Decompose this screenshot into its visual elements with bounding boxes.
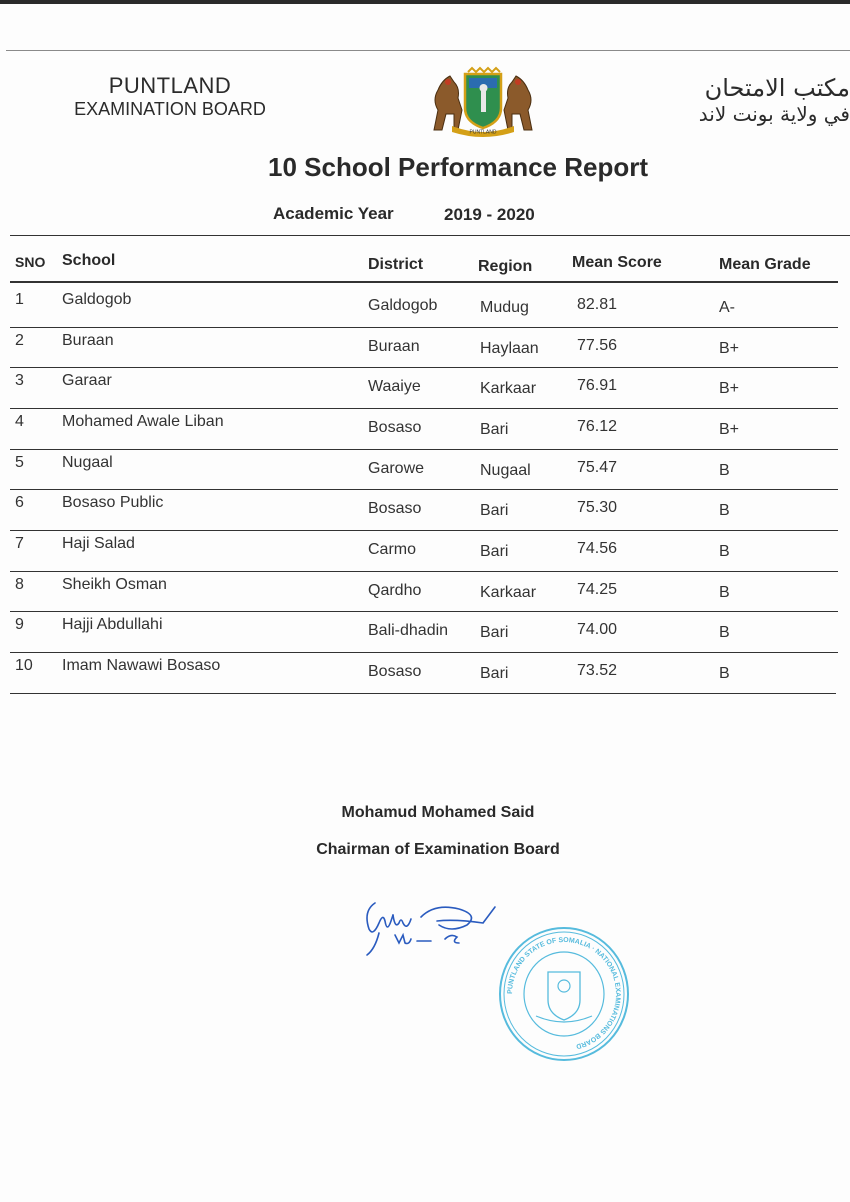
cell-sno: 8 [15,576,24,593]
cell-mean-grade: B [719,462,730,479]
cell-region: Bari [480,665,509,682]
cell-district: Garowe [368,460,425,477]
column-header-district: District [368,256,424,273]
column-header-mean-grade: Mean Grade [719,256,811,273]
signature-icon [355,893,505,963]
cell-sno: 9 [15,616,24,633]
table-row-rule [10,367,838,368]
cell-district: Carmo [368,541,417,558]
cell-mean-grade: B+ [719,421,740,438]
cell-region: Haylaan [480,340,539,357]
cell-school: Hajji Abdullahi [62,616,163,633]
column-header-school: School [62,252,116,269]
cell-school: Galdogob [62,291,132,308]
cell-region: Bari [480,624,509,641]
cell-region: Karkaar [480,380,537,397]
org-name-arabic [560,74,850,126]
column-header-mean-score: Mean Score [572,254,662,271]
signer-title: Chairman of Examination Board [316,841,560,858]
report-title: 10 School Performance Report [268,152,648,182]
table-header-rule [10,281,838,283]
table-row-rule [10,449,838,450]
cell-mean-score: 77.56 [577,337,618,354]
cell-district: Bosaso [368,500,422,517]
cell-region: Nugaal [480,462,531,479]
table-row-rule [10,571,838,572]
cell-district: Bali-dhadin [368,622,449,639]
coat-of-arms-icon [428,66,538,138]
table-row-rule [10,652,838,653]
cell-school: Imam Nawawi Bosaso [62,657,221,674]
table-row-rule [10,327,838,328]
cell-mean-score: 76.91 [577,377,618,394]
cell-region: Bari [480,543,509,560]
cell-school: Haji Salad [62,535,135,552]
cell-district: Galdogob [368,297,438,314]
org-name-arabic-line2: في ولاية بونت لاند [698,102,850,126]
org-name-arabic-line1: مكتب الامتحان [704,74,850,102]
table-row-rule [10,489,838,490]
cell-mean-grade: B [719,502,730,519]
column-header-region: Region [478,258,533,275]
top-rule [6,50,850,51]
table-top-rule [10,235,850,236]
org-name-line2: EXAMINATION BOARD [74,99,266,119]
cell-school: Bosaso Public [62,494,164,511]
table-row-rule [10,408,838,409]
cell-school: Sheikh Osman [62,576,167,593]
cell-mean-grade: B [719,543,730,560]
cell-school: Nugaal [62,454,113,471]
emblem-ribbon-text: PUNTLAND [469,129,497,136]
cell-district: Qardho [368,582,422,599]
cell-mean-score: 75.30 [577,499,618,516]
cell-region: Karkaar [480,584,537,601]
cell-sno: 7 [15,535,24,552]
cell-school: Garaar [62,372,112,389]
cell-mean-score: 76.12 [577,418,618,435]
cell-mean-score: 82.81 [577,296,618,313]
table-row-rule [10,693,836,694]
cell-district: Bosaso [368,663,422,680]
cell-district: Waaiye [368,378,421,395]
cell-mean-grade: B [719,665,730,682]
cell-sno: 5 [15,454,24,471]
cell-sno: 1 [15,291,24,308]
official-stamp-icon [496,924,632,1064]
cell-school: Mohamed Awale Liban [62,413,224,430]
cell-region: Bari [480,502,509,519]
cell-district: Bosaso [368,419,422,436]
academic-year-label: Academic Year [273,204,394,223]
cell-region: Bari [480,421,509,438]
cell-mean-grade: B [719,624,730,641]
cell-mean-grade: B+ [719,380,740,397]
cell-sno: 2 [15,332,24,349]
signer-name: Mohamud Mohamed Said [341,804,535,821]
cell-mean-score: 74.25 [577,581,618,598]
column-header-sno: SNO [15,254,46,270]
cell-mean-score: 74.00 [577,621,618,638]
cell-school: Buraan [62,332,114,349]
stamp-text: PUNTLAND STATE OF SOMALIA · NATIONAL EXAMINATIONS BOARD [506,936,622,1050]
cell-mean-grade: B+ [719,340,740,357]
cell-region: Mudug [480,299,529,316]
cell-sno: 10 [15,657,33,674]
cell-district: Buraan [368,338,420,355]
table-row-rule [10,611,838,612]
cell-mean-score: 74.56 [577,540,618,557]
cell-mean-grade: B [719,584,730,601]
scan-edge [0,0,850,4]
cell-mean-grade: A- [719,299,735,316]
cell-mean-score: 75.47 [577,459,618,476]
cell-sno: 6 [15,494,24,511]
table-row-rule [10,530,838,531]
cell-sno: 4 [15,413,24,430]
cell-sno: 3 [15,372,24,389]
org-name-line1: PUNTLAND [108,73,232,98]
academic-year-value: 2019 - 2020 [444,205,535,224]
org-name-english [40,74,300,120]
cell-mean-score: 73.52 [577,662,618,679]
